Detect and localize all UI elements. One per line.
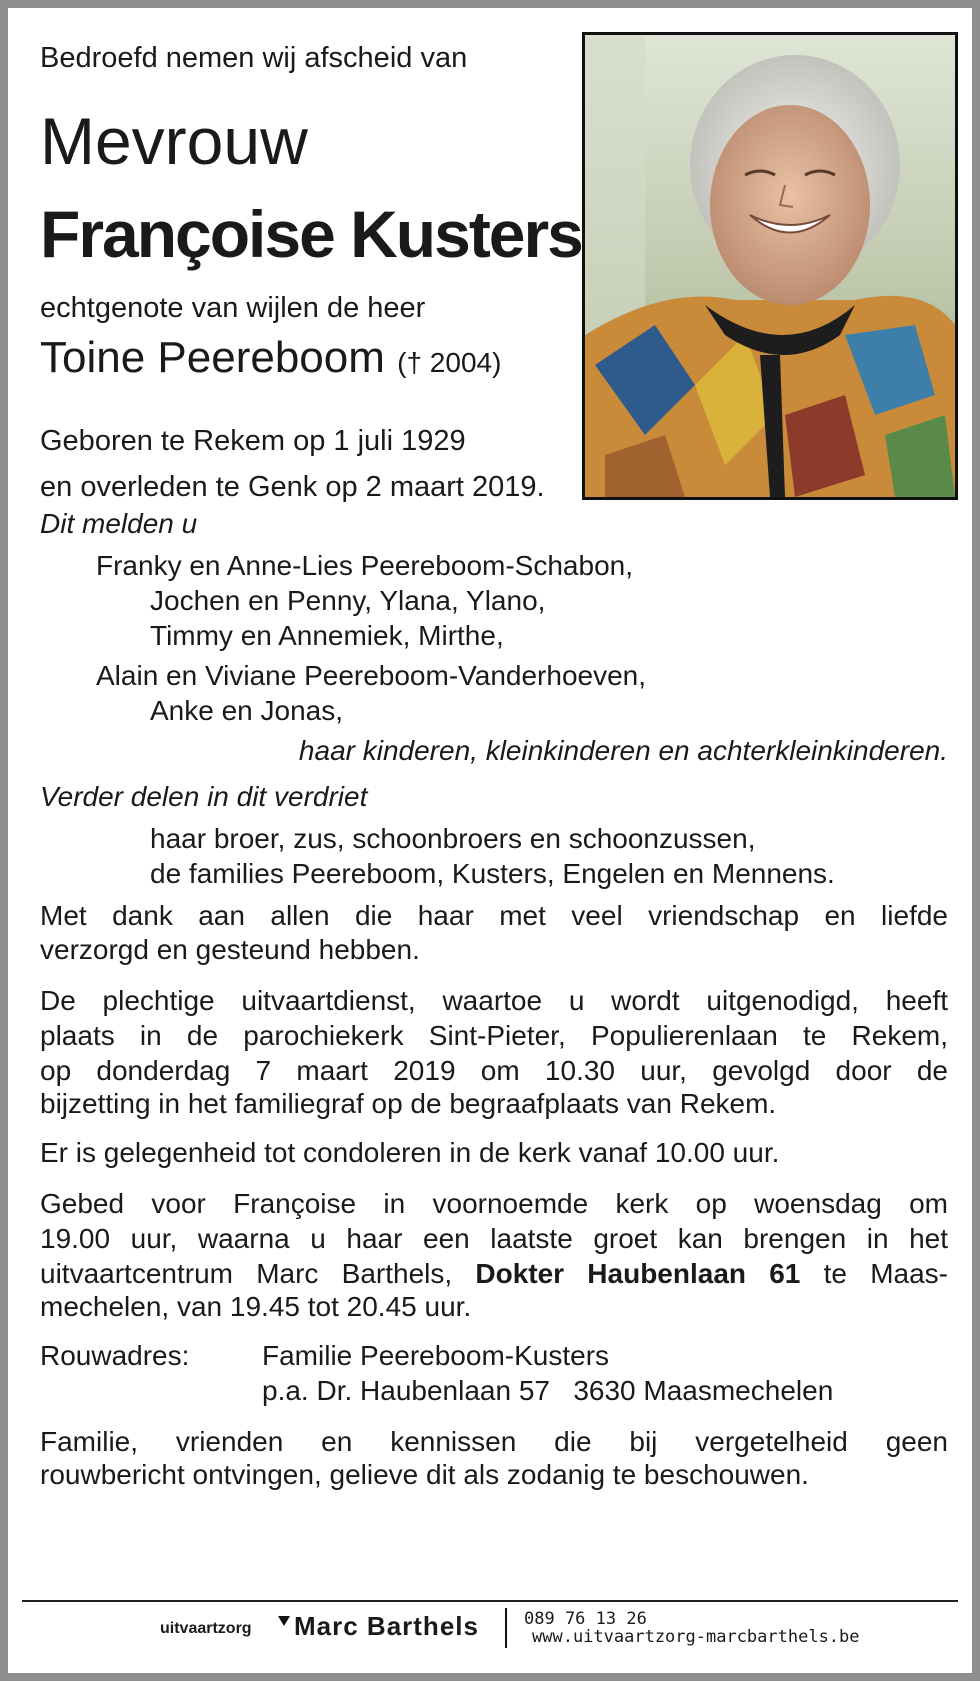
relation-closing: haar kinderen, kleinkinderen en achterkleinkinderen. — [298, 735, 948, 766]
prayer-line: Gebed voor Françoise in voornoemde kerk op woensdag om — [40, 1188, 948, 1219]
address-label: Rouwadres: — [40, 1340, 190, 1371]
family-line: Anke en Jonas, — [150, 695, 344, 726]
spouse-label: echtgenote van wijlen de heer — [40, 292, 426, 324]
service-line: plaats in de parochiekerk Sint-Pieter, Populierenlaan te Rekem, — [40, 1020, 948, 1051]
family-line: Alain en Viviane Peereboom-Vanderhoeven, — [96, 660, 647, 691]
address-line: p.a. Dr. Haubenlaan 57 3630 Maasmechelen — [262, 1375, 834, 1406]
prayer-address-bold: Dokter Haubenlaan 61 — [475, 1258, 801, 1289]
brand-triangle-icon — [278, 1616, 290, 1626]
footer-phone: 089 76 13 26 — [524, 1609, 647, 1629]
portrait-illustration — [585, 35, 955, 497]
footer-divider — [22, 1600, 958, 1602]
portrait-photo — [582, 32, 958, 500]
prayer-line: 19.00 uur, waarna u haar een laatste groet kan brengen in het — [40, 1223, 948, 1254]
spouse-death-year: († 2004) — [397, 347, 502, 378]
footer-website[interactable]: www.uitvaartzorg-marcbarthels.be — [532, 1627, 860, 1647]
prayer-line-pre: uitvaartcentrum Marc Barthels, — [40, 1258, 453, 1289]
thanks-line: verzorgd en gesteund hebben. — [40, 934, 420, 965]
brand-small: uitvaartzorg — [160, 1620, 252, 1637]
announce-heading: Dit melden u — [40, 508, 198, 539]
family-line: Franky en Anne-Lies Peereboom-Schabon, — [96, 550, 633, 581]
footer-separator — [505, 1608, 507, 1648]
closing-line: Familie, vrienden en kennissen die bij vergetelheid geen — [40, 1426, 948, 1457]
death-line: en overleden te Genk op 2 maart 2019. — [40, 471, 545, 503]
brand-name: Marc Barthels — [294, 1611, 479, 1641]
closing-line: rouwbericht ontvingen, gelieve dit als zodanig te beschouwen. — [40, 1459, 809, 1490]
family-line: Jochen en Penny, Ylana, Ylano, — [150, 585, 546, 616]
title-mevrouw: Mevrouw — [40, 104, 308, 178]
further-heading: Verder delen in dit verdriet — [40, 781, 368, 812]
birth-line: Geboren te Rekem op 1 juli 1929 — [40, 425, 466, 457]
prayer-line-post: te Maas- — [823, 1258, 948, 1289]
service-line: op donderdag 7 maart 2019 om 10.30 uur, gevolgd door de — [40, 1055, 948, 1086]
spouse-name-line — [40, 333, 501, 383]
intro-text: Bedroefd nemen wij afscheid van — [40, 42, 468, 74]
further-line: de families Peereboom, Kusters, Engelen en Mennens. — [150, 858, 835, 889]
thanks-line: Met dank aan allen die haar met veel vriendschap en liefde — [40, 900, 948, 931]
spouse-name: Toine Peereboom — [40, 333, 385, 382]
service-line: bijzetting in het familiegraf op de begraafplaats van Rekem. — [40, 1088, 777, 1119]
death-notice-card — [8, 8, 972, 1673]
further-line: haar broer, zus, schoonbroers en schoonzussen, — [150, 823, 756, 854]
prayer-line — [40, 1256, 948, 1292]
condolence-text: Er is gelegenheid tot condoleren in de kerk vanaf 10.00 uur. — [40, 1137, 780, 1168]
family-line: Timmy en Annemiek, Mirthe, — [150, 620, 504, 651]
service-line: De plechtige uitvaartdienst, waartoe u wordt uitgenodigd, heeft — [40, 985, 948, 1016]
address-line: Familie Peereboom-Kusters — [262, 1340, 610, 1371]
deceased-name: Françoise Kusters — [40, 197, 582, 271]
prayer-line: mechelen, van 19.45 tot 20.45 uur. — [40, 1291, 472, 1322]
